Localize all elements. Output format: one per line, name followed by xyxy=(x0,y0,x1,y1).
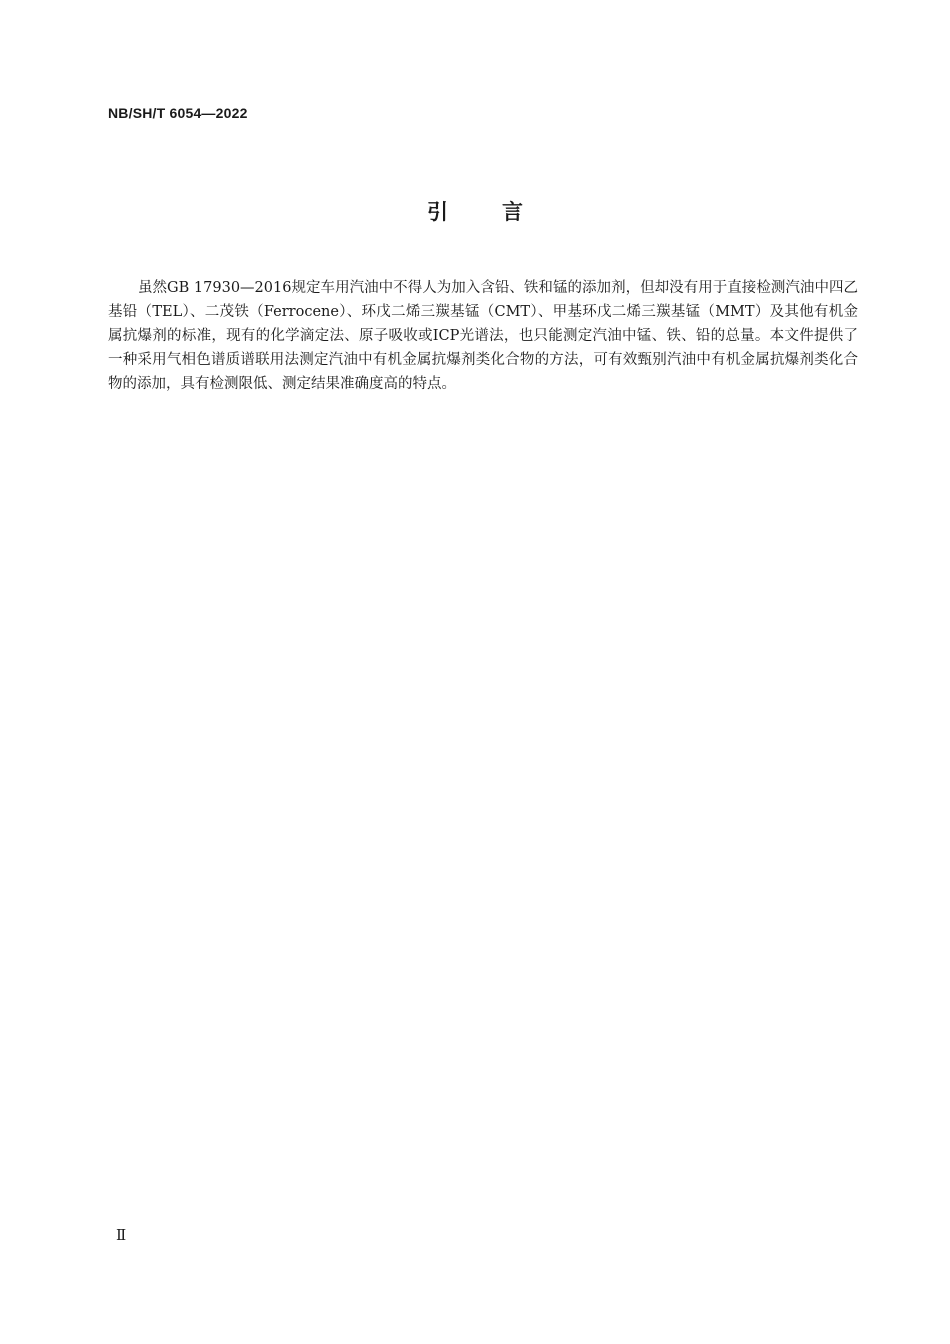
introduction-paragraph: 虽然GB 17930—2016规定车用汽油中不得人为加入含铅、铁和锰的添加剂，但却没有用于直接检测汽油中四乙基铅（TEL）、二茂铁（Ferrocene）、环戊二烯三羰基锰（CMT）、甲基环戊二烯三羰基锰（MMT）及其他有机金属抗爆剂的标准，现有的化学滴定法、原子吸收或ICP光谱法，也只能测定汽油中锰、铁、铅的总量。本文件提供了一种采用气相色谱质谱联用法测定汽油中有机金属抗爆剂类化合物的方法，可有效甄别汽油中有机金属抗爆剂类化合物的添加，具有检测限低、测定结果准确度高的特点。 xyxy=(108,280,858,392)
section-title: 引言 xyxy=(427,200,577,224)
page-number: Ⅱ xyxy=(116,1226,127,1244)
standard-code: NB/SH/T 6054—2022 xyxy=(108,105,248,121)
